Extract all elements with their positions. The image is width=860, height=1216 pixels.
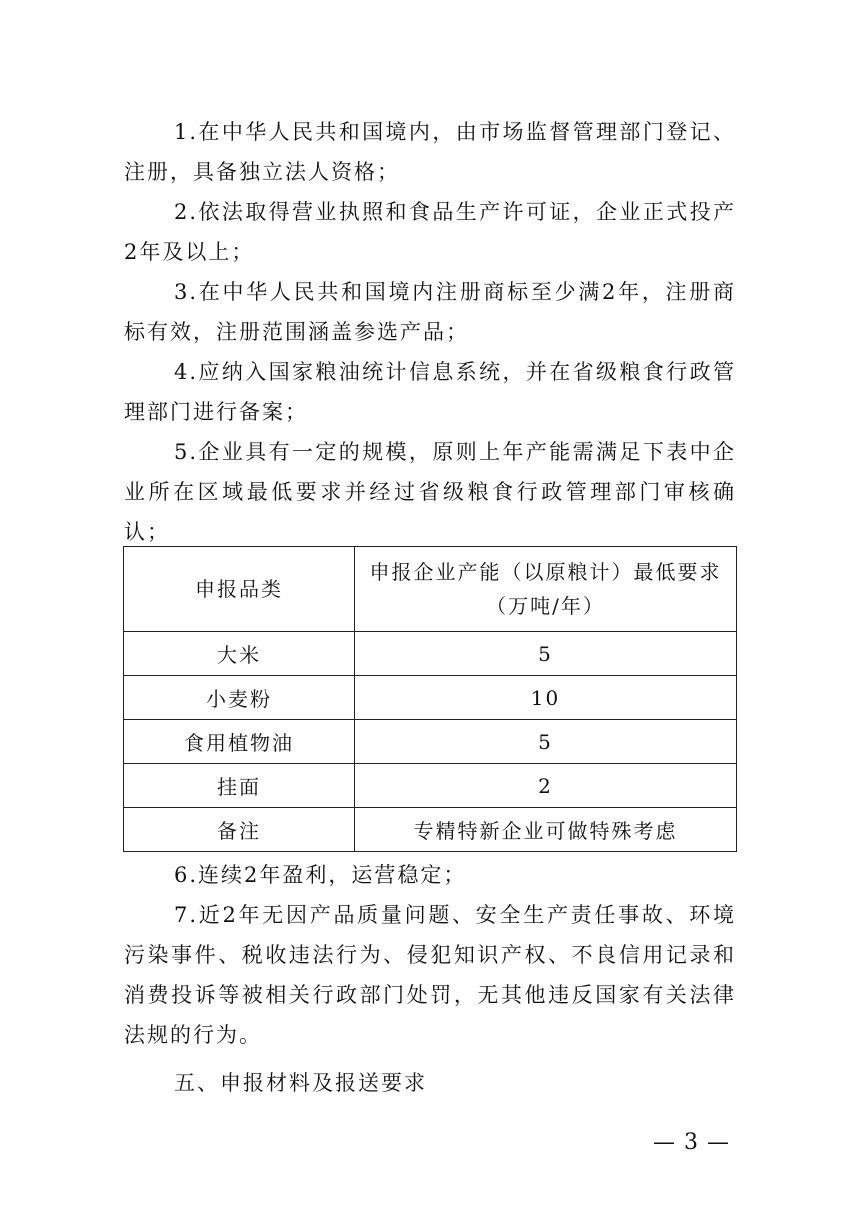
table-cell-value: 10 xyxy=(355,676,737,720)
table-row xyxy=(124,808,737,852)
table-header-category: 申报品类 xyxy=(124,547,355,632)
table-cell-category: 大米 xyxy=(124,632,355,676)
paragraph-5: 5.企业具有一定的规模，原则上年产能需满足下表中企业所在区域最低要求并经过省级粮食行政管理部门审核确认； xyxy=(124,440,736,544)
table-header-capacity-line1: 申报企业产能（以原粮计）最低要求 xyxy=(369,560,722,584)
paragraph-1: 1.在中华人民共和国境内，由市场监督管理部门登记、注册，具备独立法人资格； xyxy=(124,120,736,184)
paragraph-4: 4.应纳入国家粮油统计信息系统，并在省级粮食行政管理部门进行备案； xyxy=(124,360,736,424)
capacity-requirements-table xyxy=(123,546,737,852)
table-row xyxy=(124,632,737,676)
table-cell-value: 2 xyxy=(355,764,737,808)
paragraph-6: 6.连续2年盈利，运营稳定； xyxy=(174,863,467,887)
table-cell-category: 备注 xyxy=(124,808,355,852)
paragraph-7: 7.近2年无因产品质量问题、安全生产责任事故、环境污染事件、税收违法行为、侵犯知识产权、不良信用记录和消费投诉等被相关行政部门处罚，无其他违反国家有关法律法规的行为。 xyxy=(124,903,736,1047)
table-row xyxy=(124,676,737,720)
page-number: — 3 — xyxy=(653,1130,730,1155)
table-cell-value: 5 xyxy=(355,632,737,676)
table-cell-category: 小麦粉 xyxy=(124,676,355,720)
table-cell-value: 专精特新企业可做特殊考虑 xyxy=(355,808,737,852)
paragraph-2: 2.依法取得营业执照和食品生产许可证，企业正式投产2年及以上； xyxy=(124,200,736,264)
table-cell-value: 5 xyxy=(355,720,737,764)
table-row xyxy=(124,720,737,764)
table-row xyxy=(124,764,737,808)
table-header-capacity-line2: （万吨/年） xyxy=(486,594,605,618)
table-cell-category: 挂面 xyxy=(124,764,355,808)
table-cell-category: 食用植物油 xyxy=(124,720,355,764)
table-header-capacity xyxy=(355,547,737,632)
paragraph-3: 3.在中华人民共和国境内注册商标至少满2年，注册商标有效，注册范围涵盖参选产品； xyxy=(124,280,736,344)
table-header-row xyxy=(124,547,737,632)
section-heading: 五、申报材料及报送要求 xyxy=(174,1071,427,1095)
